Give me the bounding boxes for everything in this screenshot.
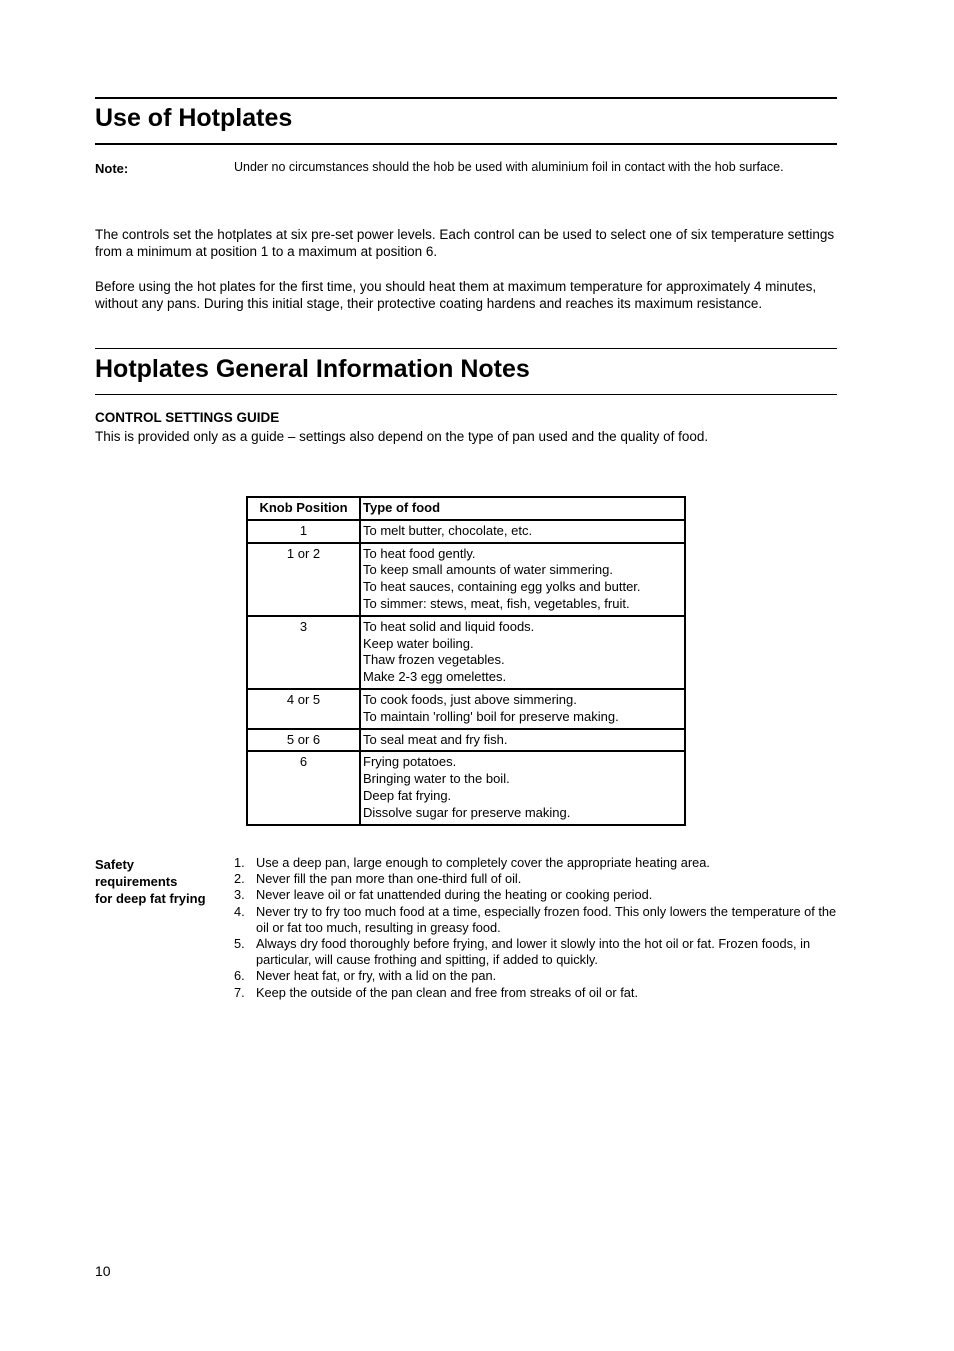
list-item-text: Never fill the pan more than one-third full of oil.	[256, 871, 522, 887]
safety-label-line: for deep fat frying	[95, 891, 206, 906]
food-line: To heat food gently.	[363, 545, 476, 561]
section-title-use-of-hotplates: Use of Hotplates	[95, 104, 293, 132]
controls-paragraph: The controls set the hotplates at six pre-set power levels. Each control can be used to select one of six temperature settings from a minimum at position 1 to a maximum at position 6.	[95, 227, 835, 259]
list-item	[234, 871, 839, 887]
knob-cell: 1 or 2	[247, 543, 360, 616]
list-item-number: 1.	[234, 855, 245, 870]
list-item-number: 5.	[234, 936, 245, 952]
table-row	[247, 689, 685, 729]
table-row	[247, 729, 685, 752]
list-item	[234, 904, 839, 936]
list-item-text: Never heat fat, or fry, with a lid on the pan.	[256, 968, 497, 984]
control-settings-subhead: CONTROL SETTINGS GUIDE	[95, 410, 280, 425]
control-settings-table	[246, 496, 686, 826]
food-cell	[360, 543, 685, 616]
food-line: Dissolve sugar for preserve making.	[363, 804, 571, 820]
food-line: To heat sauces, containing egg yolks and butter.	[363, 579, 641, 595]
first-use-paragraph: Before using the hot plates for the first time, you should heat them at maximum temperature for approximately 4 minutes, without any pans. During this initial stage, their protective coating hardens and reaches its maximum resistance.	[95, 279, 817, 311]
food-cell	[360, 689, 685, 729]
header-type-of-food: Type of food	[360, 497, 685, 520]
safety-label-line: Safety	[95, 857, 135, 872]
knob-cell: 6	[247, 751, 360, 824]
food-line: To cook foods, just above simmering.	[363, 691, 577, 707]
top-rule	[95, 97, 837, 99]
list-item-text: Always dry food thoroughly before frying, and lower it slowly into the hot oil or fat. Frozen foods, in particular, will cause frothing and spitting, if added to quickly.	[256, 936, 811, 968]
food-line: To simmer: stews, meat, fish, vegetables, fruit.	[363, 595, 630, 611]
header-knob-position: Knob Position	[247, 497, 360, 520]
food-line: To seal meat and fry fish.	[363, 731, 508, 747]
list-item-number: 3.	[234, 887, 245, 903]
food-line: To melt butter, chocolate, etc.	[363, 522, 533, 538]
safety-requirements-label	[95, 856, 206, 907]
list-item	[234, 985, 839, 1001]
guide-text: This is provided only as a guide – settings also depend on the type of pan used and the quality of food.	[95, 429, 709, 444]
list-item-text: Keep the outside of the pan clean and free from streaks of oil or fat.	[256, 984, 639, 1000]
knob-cell: 1	[247, 520, 360, 543]
food-line: To keep small amounts of water simmering.	[363, 562, 613, 578]
food-cell	[360, 520, 685, 543]
list-item	[234, 855, 839, 871]
knob-cell: 3	[247, 616, 360, 689]
table-row	[247, 520, 685, 543]
food-line: Keep water boiling.	[363, 635, 474, 651]
list-item-number: 6.	[234, 968, 245, 984]
food-cell	[360, 616, 685, 689]
note-label: Note:	[95, 161, 129, 176]
list-item-text: Use a deep pan, large enough to completely cover the appropriate heating area.	[256, 855, 710, 870]
food-line: Bringing water to the boil.	[363, 771, 510, 787]
table-row	[247, 543, 685, 616]
list-item-text: Never leave oil or fat unattended during the heating or cooking period.	[256, 887, 653, 903]
food-line: Thaw frozen vegetables.	[363, 652, 505, 668]
food-line: To heat solid and liquid foods.	[363, 618, 535, 634]
list-item	[234, 968, 839, 984]
safety-label-line: requirements	[95, 874, 178, 889]
section2-underline-rule	[95, 394, 837, 395]
list-item-number: 2.	[234, 871, 245, 887]
list-item-text: Never try to fry too much food at a time, especially frozen food. This only lowers the temperature of the oil or fat too much, resulting in greasy food.	[256, 903, 837, 935]
section-title-general-notes: Hotplates General Information Notes	[95, 355, 530, 383]
section2-top-rule	[95, 348, 837, 349]
note-text: Under no circumstances should the hob be used with aluminium foil in contact with the hob surface.	[234, 160, 784, 174]
knob-cell: 5 or 6	[247, 729, 360, 752]
list-item	[234, 936, 839, 968]
list-item-number: 7.	[234, 984, 245, 1000]
food-line: Deep fat frying.	[363, 787, 452, 803]
food-line: Make 2-3 egg omelettes.	[363, 669, 507, 685]
title-underline-rule	[95, 143, 837, 145]
table-row	[247, 616, 685, 689]
list-item	[234, 887, 839, 903]
page-number: 10	[95, 1263, 111, 1279]
food-line: To maintain 'rolling' boil for preserve making.	[363, 708, 619, 724]
food-line: Frying potatoes.	[363, 754, 457, 770]
food-cell	[360, 751, 685, 824]
knob-cell: 4 or 5	[247, 689, 360, 729]
safety-list	[234, 855, 839, 1001]
food-cell	[360, 729, 685, 752]
table-header-row	[247, 497, 685, 520]
table-row	[247, 751, 685, 824]
list-item-number: 4.	[234, 903, 245, 919]
